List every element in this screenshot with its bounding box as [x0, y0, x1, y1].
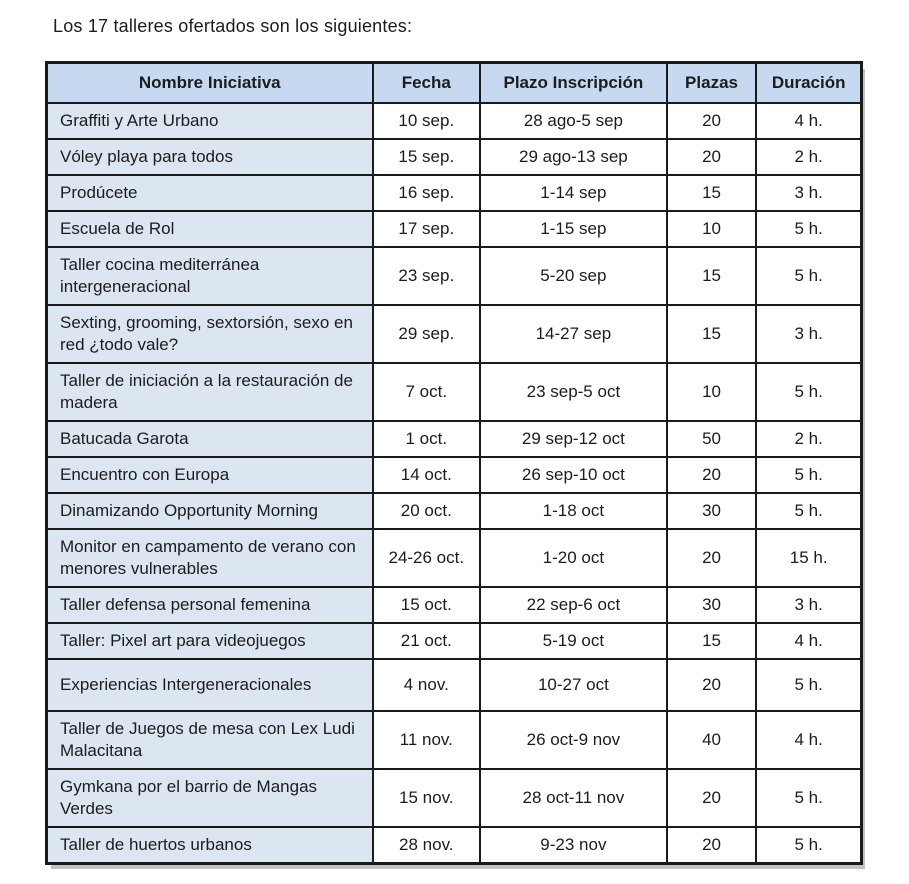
cell-plazas: 50: [667, 421, 757, 457]
cell-nombre: Sexting, grooming, sextorsión, sexo en red ¿todo vale?: [47, 305, 373, 363]
cell-plazas: 20: [667, 457, 757, 493]
cell-plazas: 30: [667, 493, 757, 529]
header-row: [47, 63, 862, 104]
cell-duracion: 2 h.: [756, 421, 861, 457]
cell-plazo: 14-27 sep: [480, 305, 667, 363]
cell-nombre: Taller de huertos urbanos: [47, 827, 373, 864]
cell-duracion: 4 h.: [756, 711, 861, 769]
table-row: [47, 247, 862, 305]
cell-duracion: 15 h.: [756, 529, 861, 587]
cell-plazo: 28 ago-5 sep: [480, 103, 667, 139]
cell-nombre: Taller defensa personal femenina: [47, 587, 373, 623]
cell-fecha: 15 sep.: [373, 139, 481, 175]
table-row: [47, 587, 862, 623]
cell-fecha: 23 sep.: [373, 247, 481, 305]
cell-duracion: 5 h.: [756, 247, 861, 305]
cell-plazo: 1-20 oct: [480, 529, 667, 587]
cell-nombre: Taller de iniciación a la restauración de madera: [47, 363, 373, 421]
table-row: [47, 457, 862, 493]
cell-duracion: 3 h.: [756, 175, 861, 211]
cell-plazas: 15: [667, 305, 757, 363]
cell-nombre: Escuela de Rol: [47, 211, 373, 247]
column-header-nombre: Nombre Iniciativa: [47, 63, 373, 104]
cell-plazo: 1-18 oct: [480, 493, 667, 529]
cell-fecha: 28 nov.: [373, 827, 481, 864]
cell-fecha: 15 oct.: [373, 587, 481, 623]
cell-fecha: 20 oct.: [373, 493, 481, 529]
cell-nombre: Taller de Juegos de mesa con Lex Ludi Malacitana: [47, 711, 373, 769]
cell-plazo: 26 oct-9 nov: [480, 711, 667, 769]
cell-plazas: 20: [667, 529, 757, 587]
table-row: [47, 769, 862, 827]
cell-plazo: 26 sep-10 oct: [480, 457, 667, 493]
cell-plazas: 15: [667, 623, 757, 659]
cell-plazas: 20: [667, 139, 757, 175]
cell-fecha: 4 nov.: [373, 659, 481, 711]
cell-duracion: 5 h.: [756, 827, 861, 864]
cell-plazo: 9-23 nov: [480, 827, 667, 864]
column-header-plazo: Plazo Inscripción: [480, 63, 667, 104]
column-header-duracion: Duración: [756, 63, 861, 104]
cell-fecha: 17 sep.: [373, 211, 481, 247]
cell-plazas: 10: [667, 363, 757, 421]
cell-plazo: 28 oct-11 nov: [480, 769, 667, 827]
table-row: [47, 103, 862, 139]
cell-plazas: 20: [667, 769, 757, 827]
cell-fecha: 14 oct.: [373, 457, 481, 493]
cell-fecha: 29 sep.: [373, 305, 481, 363]
cell-plazas: 15: [667, 247, 757, 305]
cell-fecha: 11 nov.: [373, 711, 481, 769]
workshops-table: [45, 61, 863, 865]
cell-duracion: 4 h.: [756, 623, 861, 659]
cell-nombre: Taller: Pixel art para videojuegos: [47, 623, 373, 659]
cell-nombre: Graffiti y Arte Urbano: [47, 103, 373, 139]
cell-duracion: 5 h.: [756, 659, 861, 711]
intro-text: Los 17 talleres ofertados son los siguientes:: [53, 16, 413, 36]
cell-duracion: 5 h.: [756, 363, 861, 421]
cell-fecha: 7 oct.: [373, 363, 481, 421]
cell-plazo: 10-27 oct: [480, 659, 667, 711]
cell-nombre: Taller cocina mediterránea intergeneracional: [47, 247, 373, 305]
cell-plazas: 20: [667, 659, 757, 711]
cell-plazo: 29 sep-12 oct: [480, 421, 667, 457]
cell-nombre: Gymkana por el barrio de Mangas Verdes: [47, 769, 373, 827]
cell-plazo: 5-20 sep: [480, 247, 667, 305]
cell-plazas: 15: [667, 175, 757, 211]
cell-duracion: 5 h.: [756, 457, 861, 493]
cell-duracion: 5 h.: [756, 211, 861, 247]
cell-plazas: 10: [667, 211, 757, 247]
cell-plazo: 29 ago-13 sep: [480, 139, 667, 175]
table-row: [47, 493, 862, 529]
cell-nombre: Monitor en campamento de verano con menores vulnerables: [47, 529, 373, 587]
cell-plazas: 20: [667, 103, 757, 139]
cell-fecha: 24-26 oct.: [373, 529, 481, 587]
table-row: [47, 175, 862, 211]
cell-fecha: 15 nov.: [373, 769, 481, 827]
cell-fecha: 21 oct.: [373, 623, 481, 659]
table-row: [47, 711, 862, 769]
cell-fecha: 10 sep.: [373, 103, 481, 139]
table-row: [47, 211, 862, 247]
table-header: [47, 63, 862, 104]
cell-nombre: Vóley playa para todos: [47, 139, 373, 175]
cell-fecha: 16 sep.: [373, 175, 481, 211]
cell-plazo: 23 sep-5 oct: [480, 363, 667, 421]
table-row: [47, 139, 862, 175]
column-header-fecha: Fecha: [373, 63, 481, 104]
table-row: [47, 421, 862, 457]
cell-duracion: 2 h.: [756, 139, 861, 175]
cell-duracion: 5 h.: [756, 493, 861, 529]
cell-duracion: 3 h.: [756, 305, 861, 363]
cell-plazas: 40: [667, 711, 757, 769]
table-row: [47, 623, 862, 659]
cell-duracion: 5 h.: [756, 769, 861, 827]
cell-nombre: Prodúcete: [47, 175, 373, 211]
cell-plazo: 5-19 oct: [480, 623, 667, 659]
cell-plazo: 22 sep-6 oct: [480, 587, 667, 623]
cell-duracion: 4 h.: [756, 103, 861, 139]
cell-nombre: Encuentro con Europa: [47, 457, 373, 493]
cell-nombre: Experiencias Intergeneracionales: [47, 659, 373, 711]
table-row: [47, 659, 862, 711]
cell-duracion: 3 h.: [756, 587, 861, 623]
column-header-plazas: Plazas: [667, 63, 757, 104]
table-row: [47, 363, 862, 421]
table-body: [47, 103, 862, 864]
cell-plazas: 20: [667, 827, 757, 864]
table-row: [47, 529, 862, 587]
cell-plazo: 1-15 sep: [480, 211, 667, 247]
cell-fecha: 1 oct.: [373, 421, 481, 457]
cell-plazas: 30: [667, 587, 757, 623]
cell-nombre: Dinamizando Opportunity Morning: [47, 493, 373, 529]
table-row: [47, 827, 862, 864]
table-row: [47, 305, 862, 363]
cell-nombre: Batucada Garota: [47, 421, 373, 457]
cell-plazo: 1-14 sep: [480, 175, 667, 211]
